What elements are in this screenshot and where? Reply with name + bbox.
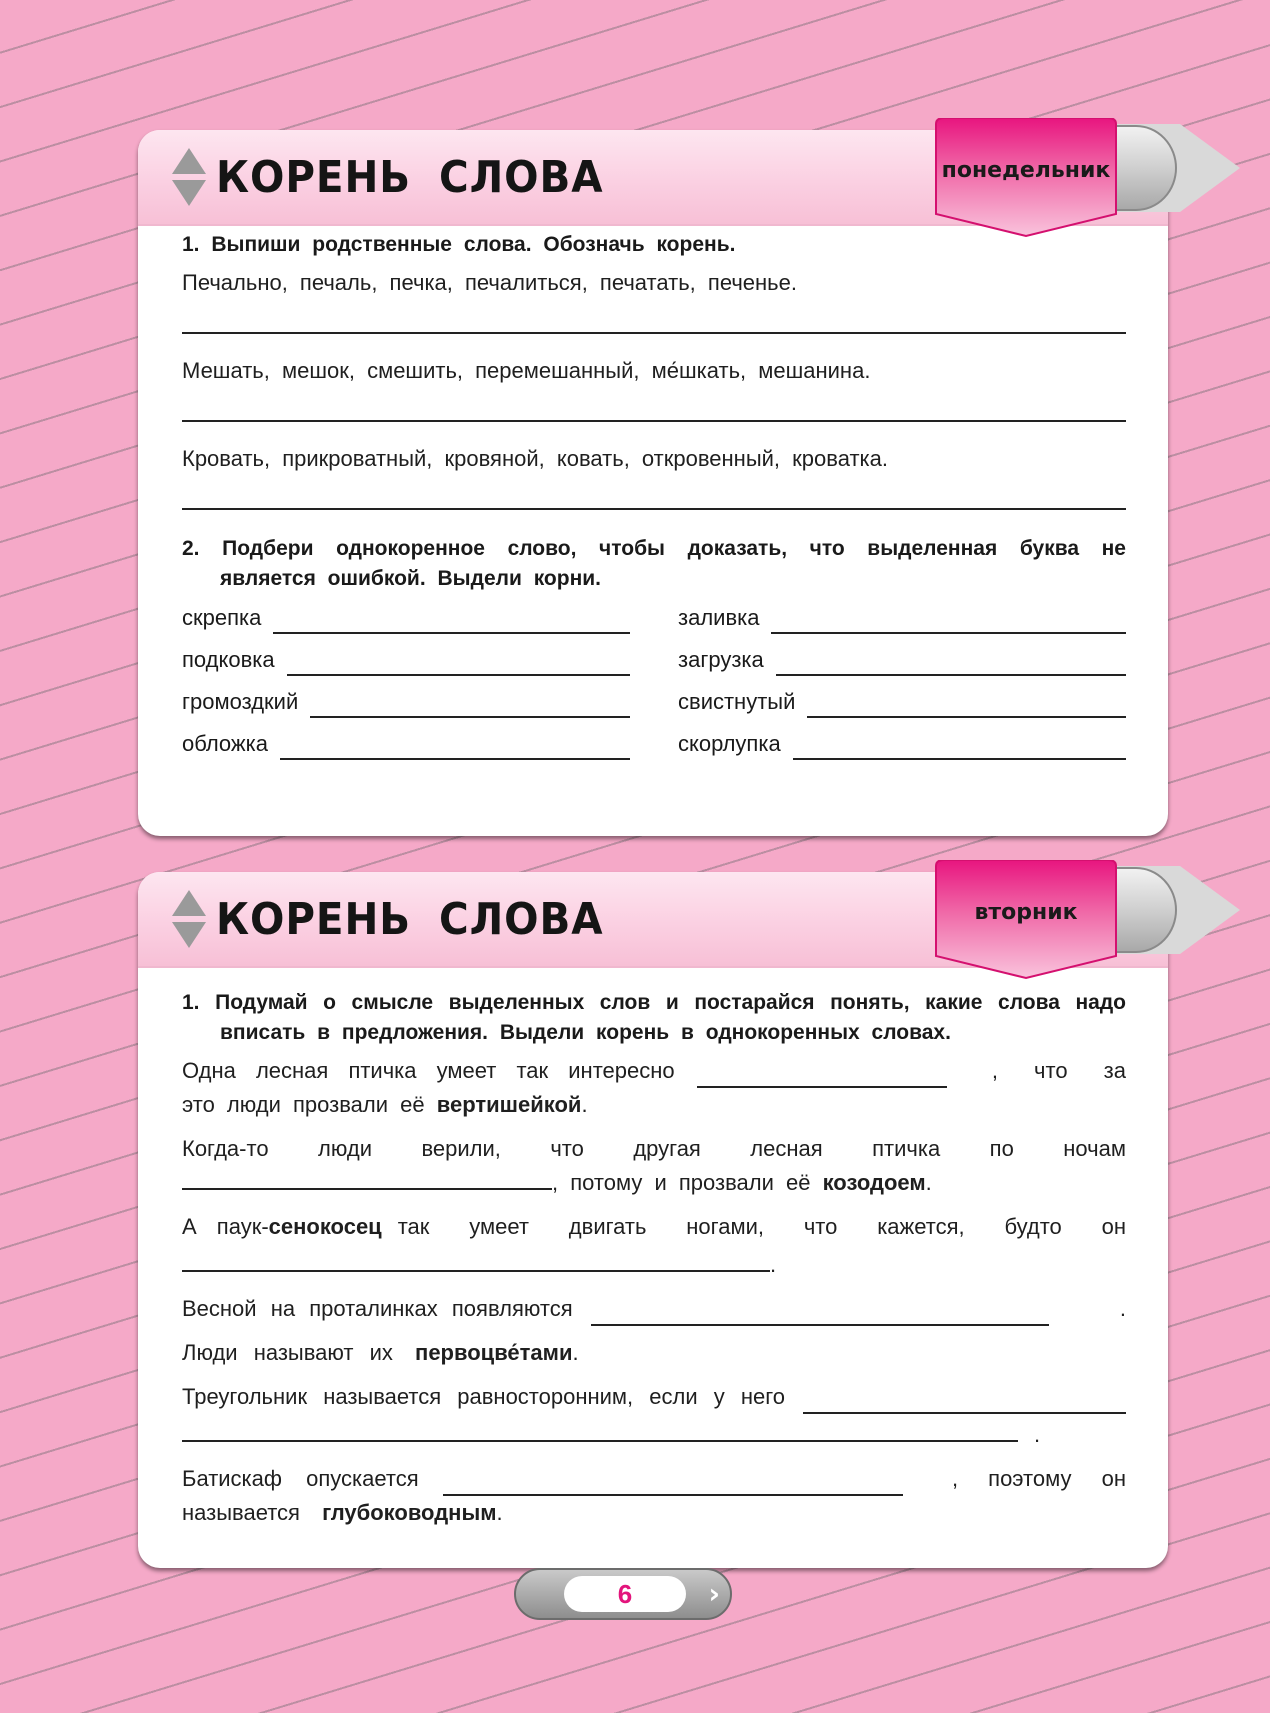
highlighted-word: первоцве́тами xyxy=(415,1340,573,1365)
section-title: КОРЕНЬ СЛОВА xyxy=(216,152,604,203)
task-instruction xyxy=(182,534,1126,594)
word-pair: загрузка xyxy=(678,644,1126,676)
answer-blank[interactable] xyxy=(443,1474,903,1496)
sentence-line: Когда-то люди верили, что другая лесная птичка по ночам xyxy=(182,1136,1126,1161)
up-down-arrows-icon xyxy=(172,890,206,950)
task-instruction xyxy=(182,988,1126,1048)
answer-blank[interactable] xyxy=(803,1392,1126,1414)
answer-line[interactable] xyxy=(793,736,1126,760)
day-tab-tuesday xyxy=(932,860,1120,980)
word-pair: громоздкий xyxy=(182,686,630,718)
up-down-arrows-icon xyxy=(172,148,206,208)
task-number: 1. xyxy=(182,991,200,1014)
day-label: вторник xyxy=(974,900,1078,925)
word-pair: скрепка xyxy=(182,602,630,634)
sentence-line: Весной на проталинках появляются . xyxy=(182,1292,1126,1326)
word-pair: свистнутый xyxy=(678,686,1126,718)
answer-line[interactable] xyxy=(182,420,1126,422)
answer-line[interactable] xyxy=(807,694,1126,718)
answer-blank[interactable] xyxy=(182,1250,770,1272)
task-text: Подбери однокоренное слово, чтобы доказать, что выделенная буква не является ошибкой. Выдели корни. xyxy=(220,537,1126,590)
section-card-monday xyxy=(138,130,1168,836)
answer-line[interactable] xyxy=(273,610,630,634)
sentence-line: это люди прозвали её вертишейкой. xyxy=(182,1092,588,1117)
word-pair: заливка xyxy=(678,602,1126,634)
sentence-line: Батискаф опускается , поэтому он xyxy=(182,1462,1126,1496)
word-pair: скорлупка xyxy=(678,728,1126,760)
word-row: Мешать, мешок, смешить, перемешанный, ме́шкать, мешанина. xyxy=(182,358,871,383)
highlighted-word: козодоем xyxy=(822,1170,926,1195)
task-number: 1. xyxy=(182,233,200,256)
highlighted-word: глубоководным xyxy=(322,1500,497,1525)
answer-line[interactable] xyxy=(287,652,630,676)
answer-line[interactable] xyxy=(182,332,1126,334)
word-row: Кровать, прикроватный, кровяной, ковать, откровенный, кроватка. xyxy=(182,446,888,471)
sentence-line: Одна лесная птичка умеет так интересно , что за xyxy=(182,1054,1126,1088)
answer-line[interactable] xyxy=(776,652,1126,676)
day-tab-monday xyxy=(932,118,1120,238)
sentence-line: Люди называют их первоцве́тами. xyxy=(182,1340,579,1365)
task-text: Подумай о смысле выделенных слов и постарайся понять, какие слова надо вписать в предложения. Выдели корень в однокоренных словах. xyxy=(215,991,1126,1044)
highlighted-word: вертишейкой xyxy=(436,1092,582,1117)
answer-line[interactable] xyxy=(182,508,1126,510)
sentence-line: называется глубоководным. xyxy=(182,1500,503,1525)
pencil-tip-icon xyxy=(1100,116,1240,220)
answer-blank[interactable] xyxy=(697,1066,947,1088)
section-title: КОРЕНЬ СЛОВА xyxy=(216,894,604,945)
day-label: понедельник xyxy=(941,158,1111,183)
answer-blank[interactable] xyxy=(182,1420,1018,1442)
sentence-line: . xyxy=(182,1418,1126,1452)
page-number: 6 xyxy=(564,1576,686,1612)
sentence-line: Треугольник называется равносторонним, если у него xyxy=(182,1380,1126,1414)
section-body xyxy=(182,988,1126,1530)
task-text: Выпиши родственные слова. Обозначь корень. xyxy=(211,233,736,256)
page-navigator xyxy=(514,1568,732,1620)
task-number: 2. xyxy=(182,537,200,560)
answer-line[interactable] xyxy=(771,610,1126,634)
answer-line[interactable] xyxy=(310,694,630,718)
word-pair: подковка xyxy=(182,644,630,676)
answer-line[interactable] xyxy=(280,736,630,760)
section-body xyxy=(182,230,1126,760)
sentence-line: , потому и прозвали её козодоем. xyxy=(182,1166,1126,1200)
pencil-tip-icon xyxy=(1100,858,1240,962)
word-pairs xyxy=(182,602,1126,760)
next-page-chevron-icon[interactable]: › xyxy=(708,1577,720,1610)
highlighted-word: сенокосец xyxy=(268,1214,382,1239)
word-row: Печально, печаль, печка, печалиться, печатать, печенье. xyxy=(182,270,797,295)
sentence-line: А паук- сенокосец так умеет двигать ногами, что кажется, будто он xyxy=(182,1210,1126,1244)
word-pair: обложка xyxy=(182,728,630,760)
answer-blank[interactable] xyxy=(591,1304,1049,1326)
section-card-tuesday xyxy=(138,872,1168,1568)
sentence-line: . xyxy=(182,1248,1126,1282)
answer-blank[interactable] xyxy=(182,1168,552,1190)
